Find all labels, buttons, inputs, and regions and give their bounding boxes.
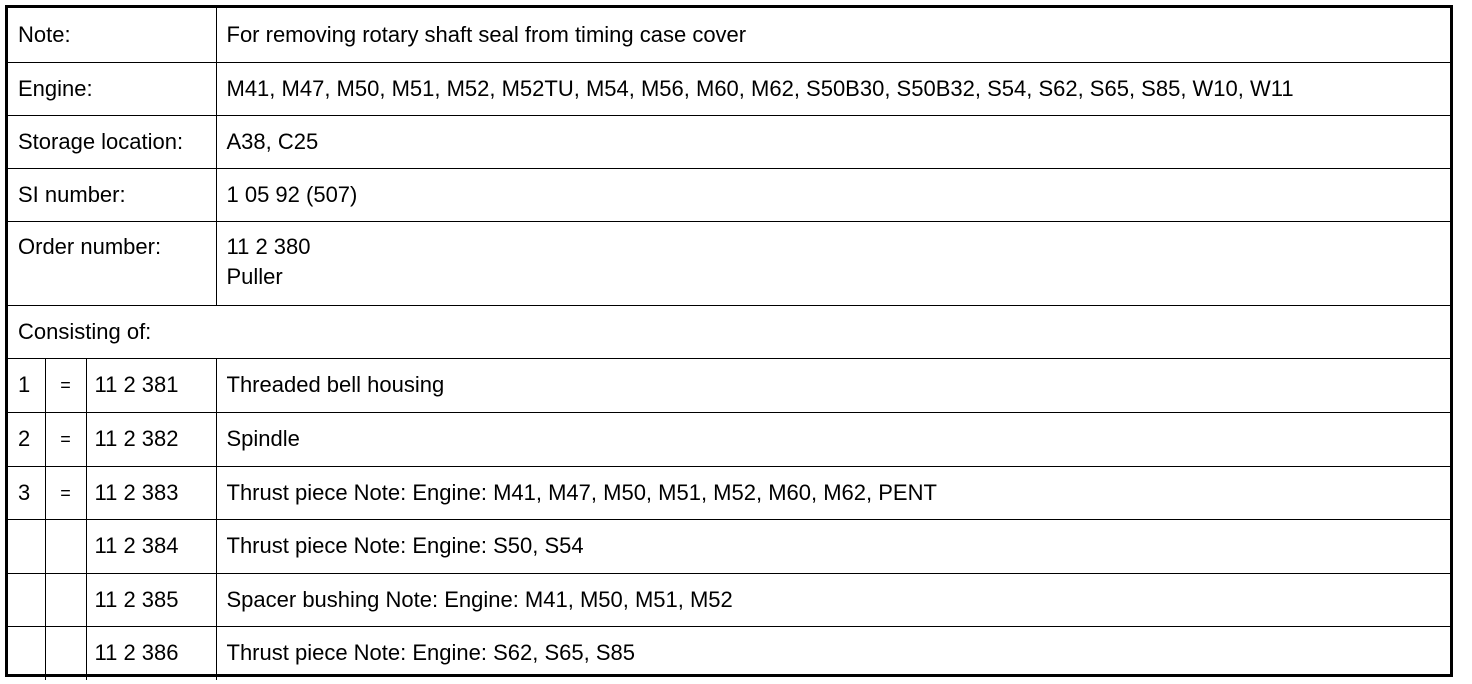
part-index: 2 <box>8 412 45 466</box>
part-description: Threaded bell housing <box>216 358 1450 412</box>
engine-value: M41, M47, M50, M51, M52, M52TU, M54, M56, M60, M62, S50B30, S50B32, S54, S62, S65, S85, W10, W11 <box>216 62 1450 115</box>
note-label: Note: <box>8 8 216 62</box>
part-equals <box>45 573 86 626</box>
part-index: 1 <box>8 358 45 412</box>
part-index <box>8 519 45 573</box>
consisting-of-row <box>8 305 1450 358</box>
order-number: 11 2 380 <box>226 233 311 259</box>
order-number-row <box>8 221 1450 305</box>
engine-row <box>8 62 1450 115</box>
part-equals: = <box>45 466 86 519</box>
part-description: Spindle <box>216 412 1450 466</box>
part-description: Spacer bushing Note: Engine: M41, M50, M51, M52 <box>216 573 1450 626</box>
order-number-label: Order number: <box>8 221 216 305</box>
part-number: 11 2 386 <box>86 626 216 680</box>
storage-location-row <box>8 115 1450 168</box>
part-index <box>8 573 45 626</box>
si-number-value: 1 05 92 (507) <box>216 168 1450 221</box>
part-description: Thrust piece Note: Engine: S62, S65, S85 <box>216 626 1450 680</box>
note-row <box>8 8 1450 62</box>
part-equals <box>45 519 86 573</box>
storage-location-value: A38, C25 <box>216 115 1450 168</box>
consisting-of-label: Consisting of: <box>8 305 1450 358</box>
order-number-value <box>216 221 1450 305</box>
note-value: For removing rotary shaft seal from timing case cover <box>216 8 1450 62</box>
part-equals: = <box>45 412 86 466</box>
si-number-label: SI number: <box>8 168 216 221</box>
part-row <box>8 626 1450 680</box>
part-number: 11 2 382 <box>86 412 216 466</box>
part-description: Thrust piece Note: Engine: S50, S54 <box>216 519 1450 573</box>
special-tool-sheet <box>5 5 1453 677</box>
part-number: 11 2 385 <box>86 573 216 626</box>
part-index: 3 <box>8 466 45 519</box>
tool-info-table <box>8 8 1450 680</box>
part-row <box>8 358 1450 412</box>
part-index <box>8 626 45 680</box>
part-description: Thrust piece Note: Engine: M41, M47, M50, M51, M52, M60, M62, PENT <box>216 466 1450 519</box>
part-number: 11 2 383 <box>86 466 216 519</box>
storage-location-label: Storage location: <box>8 115 216 168</box>
part-number: 11 2 384 <box>86 519 216 573</box>
si-number-row <box>8 168 1450 221</box>
part-row <box>8 412 1450 466</box>
part-row <box>8 466 1450 519</box>
part-equals: = <box>45 358 86 412</box>
order-number-description: Puller <box>226 263 283 289</box>
part-row <box>8 519 1450 573</box>
part-row <box>8 573 1450 626</box>
part-equals <box>45 626 86 680</box>
part-number: 11 2 381 <box>86 358 216 412</box>
engine-label: Engine: <box>8 62 216 115</box>
